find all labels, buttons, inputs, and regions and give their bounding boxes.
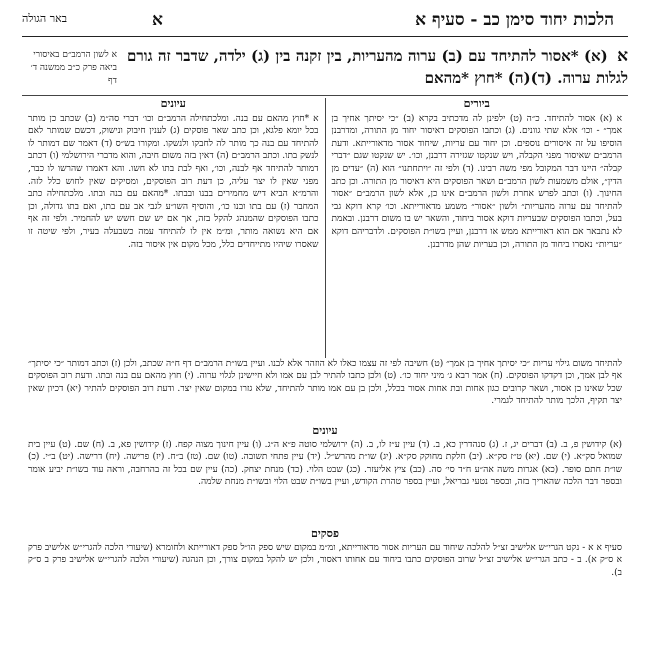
main-text-body: (א) *אסור להתיחד עם (ב) ערוה מהעריות, בין זקנה בין (ג) ילדה, שדבר זה גורם לגלות ערוה. (ד)(ה) *חוץ *מהאם — [127, 47, 628, 87]
divider — [22, 95, 628, 96]
running-title: הלכות יחוד סימן כב - סעיף א — [415, 10, 614, 30]
biurim-column — [326, 98, 629, 358]
iyunim-column-text: א *חוץ מהאם עם בנה. ומלכתחילה הרמב״ם וכו׳ דברי סה״מ (ב) שכתב כן מותר בכל יומא פלגא, וכן כתב שאר פוסקים (ג) לענין חיבוק ונישוק, דכשם שמותר לאם להתיחד עם בנה כך מותר לה לחבקו ולנשקו. ומקורו בש״ס (ד) דאמר שם דמותר לו לנשק בתו. וכתב הרמב״ם (ה) דאין בזה משום חיבה, והוא מדברי הירושלמי (ו) דכתב דמותר להתיחד אף לבנה, וכו׳, ואף לבת בתו לא חשו. והא דאמרו שהרשו לו כבר, מפני שאין לו יצר עליה, כן דעת רוב הפוסקים, ומסיקים שאין לחוש כלל לזה. והרמ״א הביא דיש מחמירים בבנו ובבתו. *מהאם עם בנה ובתו. מלכתחילה כתב המחבר (ז) עם בתו ובנו כו׳, והוסיף השו״ע לגבי אב עם בתו, ואם בתו גדולה, וכן כתבו הפוסקים שהמנהג להקל בזה, אך אם יש שם חשש יש להחמיר. ולפי זה אף אם היא נשואה מותר, ומ״מ אין לו להתיחד עמה כשבעלה בעיר, ולפי שיטה זו שאסרו שיהיו מתייחדים כלל, מכל מקום אין איסור בזה. — [28, 113, 319, 250]
main-text — [127, 45, 628, 89]
main-row — [22, 45, 628, 89]
continuation-text: להתיחד משום גילוי עריות ״כי יסיתך אחיך בן אמך״ (ט) חשיבה לפי זה עצמו כאלו לא הוזהר אלא לבנו. ועיין בשו״ת הרמב״ם דף ח״ה שכתב, ולכן (ז) וכתב דמותר ״כי יסיתך״ אף לבן אמך, וכן דקדקו הפוסקים. (ח) אמר רבא ג׳ מיני יחוד כו׳. (ט) ולכן כתבו להתיר לבן עם אמו ולא חיישינן לגלוי ערוה. (י) חוץ מהאם עם בנה ובתו. ודעת רוב הפוסקים שכל שאינו כן אסור, ושאר קרובים כגון אחות ובת אחות אסור בכלל, ולכן בן עם אמו מותר להתיחד, שלא גזרו במקום שאין יצר. ודעת רוב הפוסקים להתיר (יא) דכיון שאין יצר תקיף, הלכך מותר להתיחד לגמרי. — [28, 359, 622, 407]
iyunim-column — [22, 98, 326, 358]
paragraph-marker: א — [617, 46, 628, 66]
iyunim-full-text: (א) קידושין פ, ב. (ב) דברים יג, ז. (ג) סנהדרין כא, ב. (ד) עיין ע״ז לו, ב. (ה) ירושלמי סוטה פ״א ה״ג. (ו) עיין חינוך מצוה קפח. (ז) קידושין פא, ב. (ח) שם. (ט) עיין בית שמואל סק״א. (י) שם. (יא) ט״ז סק״א. (יב) חלקת מחוקק סק״א. (יג) שו״ת מהרש״ל. (יד) עיין פתחי תשובה. (טו) שם. (טז) ב״ח. (יז) פרישה. (יח) דרישה. (יט) ב״י. (כ) שו״ת חתם סופר. (כא) אגרות משה אה״ע ח״ד סי׳ סה. (כב) ציץ אליעזר. (כג) שבט הלוי. (כד) מנחת יצחק. (כה) עיין שם בכל זה בהרחבה, וראה עוד בשו״ת יביע אומר ובספר דבר הלכה שהאריך בזה, ובספר נטעי גבריאל, ועיין בספר טהרת הקודש, ועיין בשו״ת שבט הלוי ובשו״ת מנחת שלמה. — [28, 440, 622, 488]
section-letter: א — [152, 10, 163, 30]
side-note: א לשון הרמב״ם באיסורי ביאה פרק כ״ב ממשנה ד׳ דף — [30, 50, 117, 86]
running-head — [22, 10, 628, 37]
piskei-text: סעיף א א - נקט הגרי״ש אלישיב זצ״ל להלכה שיחוד עם העריות אסור מדאורייתא, ומ״מ במקום שיש ספק הו״ל ספק דאורייתא ולחומרא (שיעורי הלכה להגרי״ש אלישיב פרק א ס״ק א). ב - כתב הגרי״ש אלישיב זצ״ל שרוב הפוסקים כתבו ביחוד עם אחותו דאסור, ולכן יש להקל במקום צורך, וכן הנהגה (שיעורי הלכה להגרי״ש אלישיב פרק ב ס״ק ב). — [28, 543, 622, 578]
biurim-text: א (א) אסור להתיחד. כ״ה (ט) ילפינן לה מדכתיב בקרא (ב) ״כי יסיתך אחיך בן אמך״ - וכו׳ אלא שתי גוונים. (ג) וכתבו הפוסקים דאיסור יחוד מן התורה, ומדרבנן הוסיפו על זה איסורים נוספים. וכן יחוד עם עריות, שיחוד אסור מדאורייתא. ודעת הרמב״ם שאיסור מפני הקבלה, ויש שנקטו שגזירה דרבנן, וכו׳. יש שנקטו שגם ״דברי קבלה״ היינו דבר המקובל מפי משה רבינו. (ד) ולפי זה ״ויתחתנו״ הוא (ה) ״עדים מן הדין״, אולם משמעות לשון הרמב״ם ושאר הפוסקים היא דאיסור מן התורה. וכן כתב החינוך. (ו) וכתב לפרש אחרת ולשון הרמב״ם אינו כן, אלא לשון הרמב״ם ״אסור להתיחד עם ערוה מהעריות״ ולשון ״אסור״ משמע מדאורייתא. וכו׳ קרא דוקא גבי בעל, וכתבו הפוסקים שבעריות דוקא אסור ביחוד, והשאר יש בו משום דרבנן. ובאמת לא נתבאר אם הוא דאורייתא ממש או דרבנן, ועיין בשו״ת הפוסקים. ולדבריהם דוקא ״עריות״ נאסרו ביחוד מן התורה, וכן בעריות שהן מדרבנן. — [331, 113, 622, 250]
commentary-columns — [22, 98, 628, 358]
side-column-label: באר הגולה — [22, 12, 68, 25]
piskei-heading: פסקים — [311, 527, 339, 540]
iyunim-full-heading: עיונים — [312, 424, 338, 437]
iyunim-column-heading: עיונים — [160, 98, 186, 110]
biurim-heading: ביורים — [463, 98, 490, 110]
